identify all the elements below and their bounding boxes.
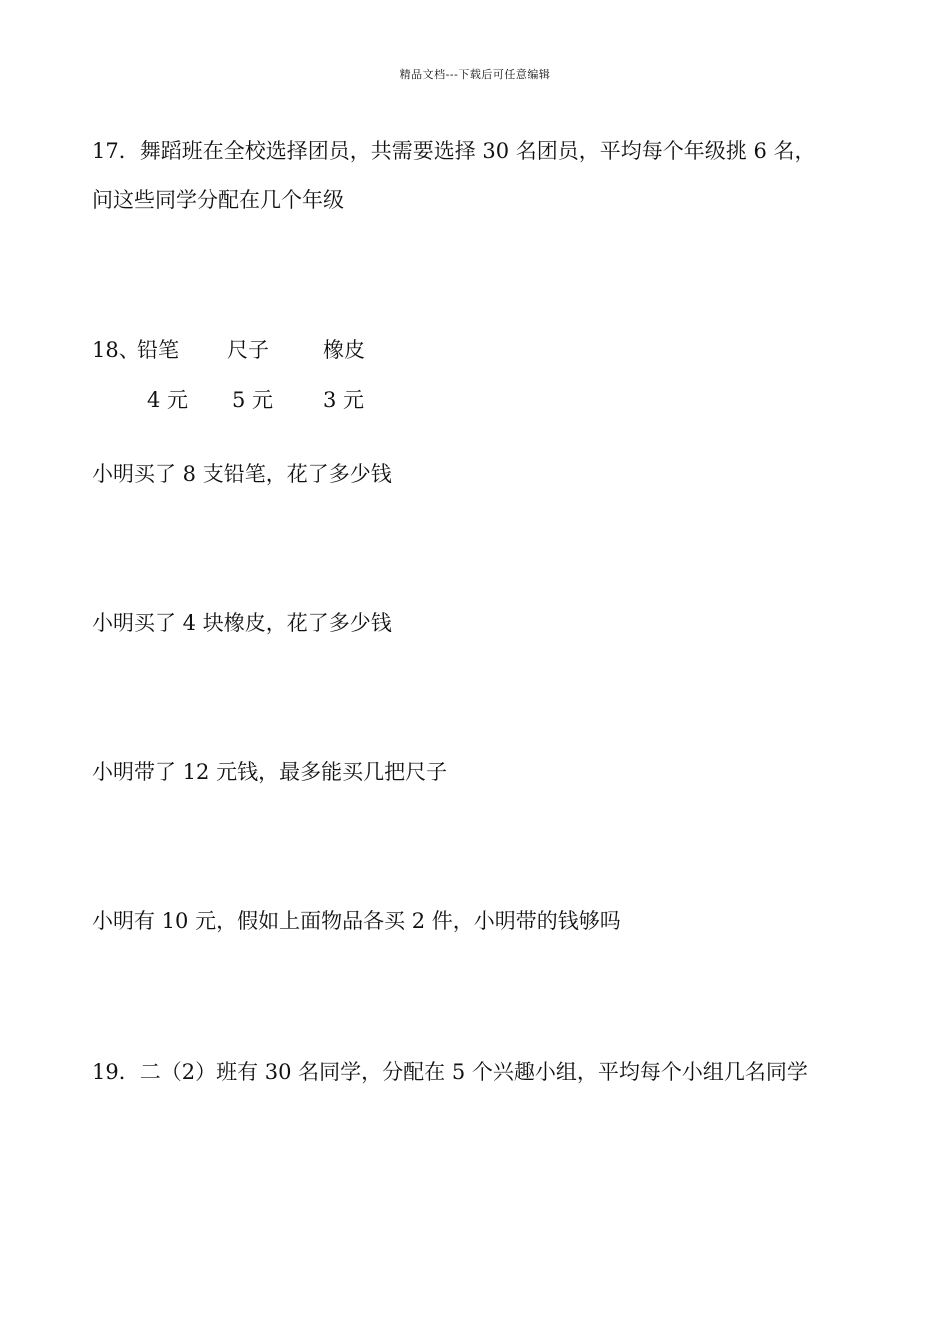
page-header: 精品文档---下载后可任意编辑	[399, 68, 551, 81]
item-pencil: 铅笔	[137, 338, 179, 362]
question-18-sub-3: 小明带了 12 元钱，最多能买几把尺子	[92, 760, 448, 784]
question-18-sub-2: 小明买了 4 块橡皮，花了多少钱	[92, 611, 392, 635]
item-eraser: 橡皮	[323, 338, 365, 362]
item-ruler: 尺子	[227, 338, 269, 362]
question-19: 19．二（2）班有 30 名同学，分配在 5 个兴趣小组，平均每个小组几名同学	[92, 1060, 808, 1084]
question-17-line-2: 问这些同学分配在几个年级	[92, 188, 344, 212]
question-18-sub-4: 小明有 10 元，假如上面物品各买 2 件，小明带的钱够吗	[92, 909, 621, 933]
price-eraser: 3 元	[323, 388, 365, 412]
price-ruler: 5 元	[232, 388, 274, 412]
question-18-sub-1: 小明买了 8 支铅笔，花了多少钱	[92, 462, 392, 486]
question-17-line-1: 17．舞蹈班在全校选择团员，共需要选择 30 名团员，平均每个年级挑 6 名，	[92, 139, 816, 163]
price-pencil: 4 元	[147, 388, 189, 412]
question-18-number: 18、	[92, 338, 140, 362]
